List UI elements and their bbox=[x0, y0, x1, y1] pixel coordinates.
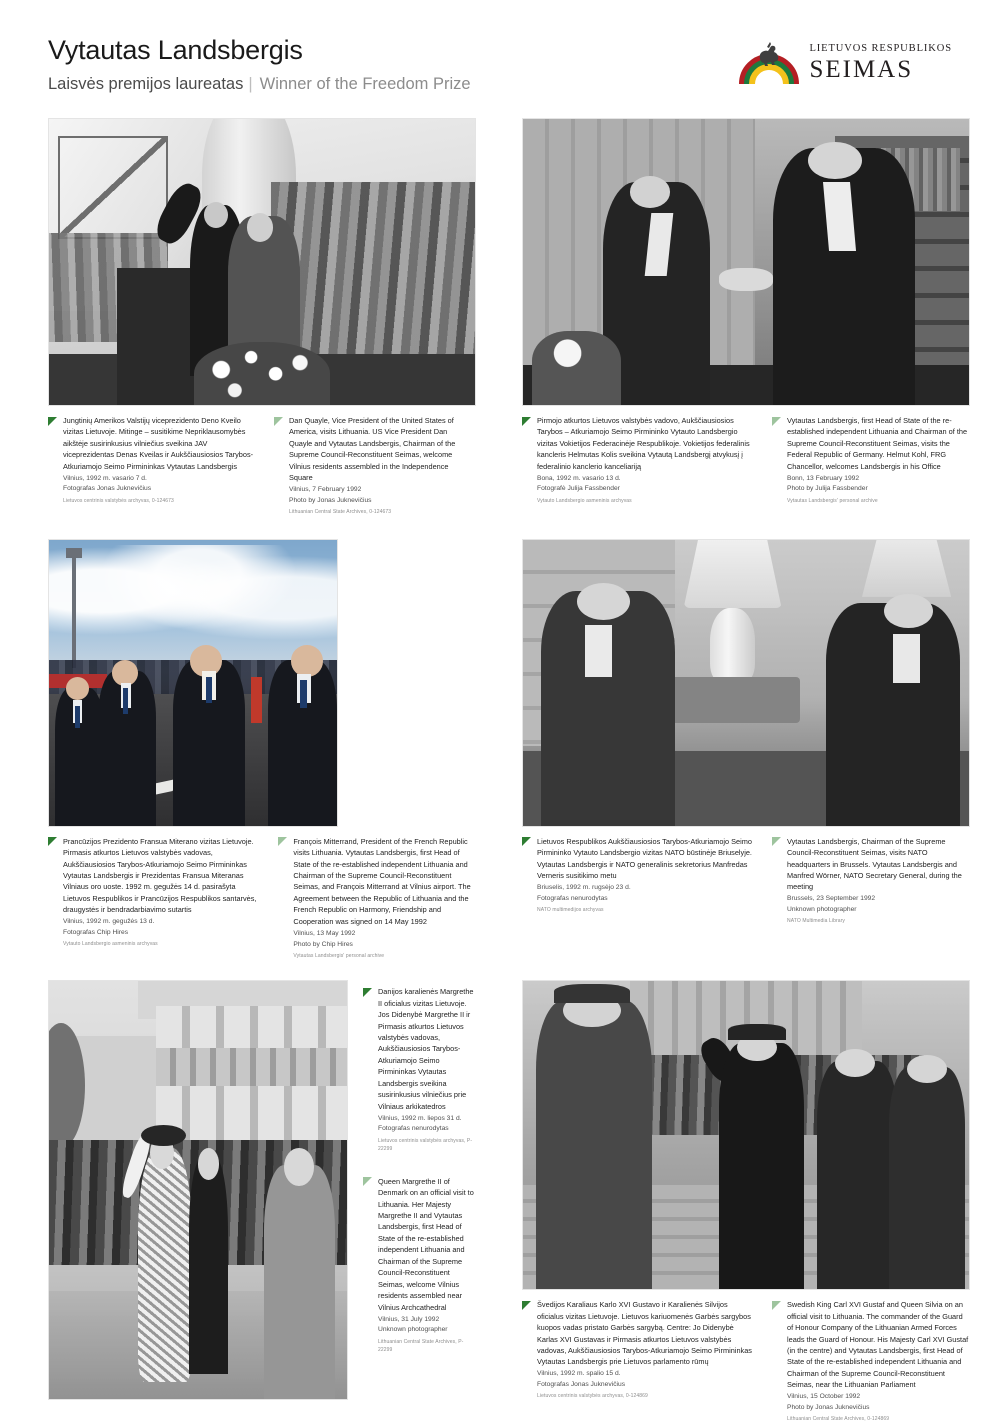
caption-photographer: Fotografas Jonas Juknevičius bbox=[537, 1381, 626, 1389]
flag-marker-en-icon bbox=[278, 837, 287, 846]
seimas-logo-text bbox=[809, 42, 952, 82]
flag-marker-lt-icon bbox=[48, 417, 57, 426]
flag-marker-lt-icon bbox=[522, 417, 531, 426]
grid-row-2 bbox=[48, 539, 970, 961]
caption-place: Vilnius, 15 October 1992 bbox=[787, 1393, 861, 1401]
photo-queen-margrethe-cathedral bbox=[48, 980, 348, 1400]
title-block bbox=[48, 34, 471, 94]
caption-body: Vytautas Landsbergis, first Head of State of the re-established independent Lithuania and Chairman of the Supreme Council-Reconstituent Seimas, visits the Federal Republic of Germany. Helmut Kohl, FRG Chancellor, welcomes Landsbergis in his Office bbox=[787, 416, 968, 471]
photo-quayle-rally bbox=[48, 118, 476, 406]
caption-photographer: Photo by Chip Hires bbox=[293, 940, 353, 948]
caption-archive: NATO Multimedia Library bbox=[787, 918, 845, 925]
photo-grid bbox=[0, 118, 1000, 1424]
poster-header bbox=[0, 0, 1000, 118]
caption-archive: Lithuanian Central State Archives, 0-124673 bbox=[289, 509, 392, 516]
caption-pair-mitterrand bbox=[48, 836, 476, 961]
caption-photographer: Fotografas Chip Hires bbox=[63, 929, 129, 937]
photo-swedish-king-guard-of-honour bbox=[522, 980, 970, 1290]
caption-archive: Lithuanian Central State Archives, P-22299 bbox=[378, 1338, 464, 1354]
caption-photographer: Fotografas Jonas Juknevičius bbox=[63, 485, 152, 493]
page-subtitle bbox=[48, 75, 471, 94]
caption-photographer: Unknown photographer bbox=[787, 906, 857, 914]
caption-nato-en bbox=[772, 836, 970, 926]
subtitle-english: Winner of the Freedom Prize bbox=[259, 74, 471, 93]
caption-kohl-lt bbox=[522, 415, 754, 505]
caption-carlgustaf-en bbox=[772, 1299, 970, 1424]
flag-marker-lt-icon bbox=[363, 988, 372, 997]
caption-archive: Lithuanian Central State Archives, 0-124869 bbox=[787, 1416, 890, 1423]
caption-archive: Vytautas Landsbergis' personal archive bbox=[293, 952, 385, 959]
caption-body: Prancūzijos Prezidento Fransua Miterano vizitas Lietuvoje. Pirmasis atkurtos Lietuvos valstybės vadovas, Aukščiausiosios Tarybos-Atkuriamojo Seimo Pirmininkas Vytautas Landsbergis ir Prezidentas Fransua Miteranas Vilniaus oro uoste. 1992 m. gegužės 14 d. pasirašyta Lietuvos Respublikos ir Prancūzijos Respublikos santarvės, draugystės ir bendradarbiavimo sutartis bbox=[63, 836, 257, 915]
flag-marker-en-icon bbox=[274, 417, 283, 426]
caption-pair-kohl bbox=[522, 415, 970, 505]
caption-photographer: Fotografas nenurodytas bbox=[537, 894, 608, 902]
logo-line-seimas: SEIMAS bbox=[809, 55, 914, 83]
caption-photographer: Fotografas nenurodytas bbox=[378, 1125, 449, 1133]
caption-mitterrand-en bbox=[278, 836, 476, 961]
page-title: Vytautas Landsbergis bbox=[48, 35, 303, 65]
caption-pair-quayle bbox=[48, 415, 476, 517]
flag-marker-lt-icon bbox=[522, 1301, 531, 1310]
caption-pair-carlgustaf bbox=[522, 1299, 970, 1424]
caption-carlgustaf-lt bbox=[522, 1299, 754, 1424]
caption-pair-nato bbox=[522, 836, 970, 926]
subtitle-lithuanian: Laisvės premijos laureatas bbox=[48, 74, 244, 93]
caption-photographer: Fotografė Julija Fassbender bbox=[537, 485, 620, 493]
caption-body: Pirmojo atkurtos Lietuvos valstybės vadovo, Aukščiausiosios Tarybos – Atkuriamojo Seimo Pirmininko Vytauto Landsbergio vizitas Vokietijos Federacinėje Respublikoje. Vokietijos federalinis kancleris Helmutas Kolis sveikina Vytautą Landsbergį atvykusį į federalinio kanclerio kanceliariją bbox=[537, 416, 750, 471]
caption-kohl-en bbox=[772, 415, 970, 505]
caption-margrethe-lt bbox=[363, 986, 476, 1153]
block-kohl bbox=[522, 118, 970, 517]
caption-photographer: Unknown photographer bbox=[378, 1326, 448, 1334]
caption-nato-lt bbox=[522, 836, 754, 926]
flag-marker-en-icon bbox=[363, 1177, 372, 1186]
caption-body: Danijos karalienės Margrethe II oficialus vizitas Lietuvoje. Jos Didenybė Margrethe II ir Pirmasis atkurtos Lietuvos valstybės vadovas, Aukščiausiosios Tarybos-Atkuriamojo Seimo Pirmininkas Vytautas Landsbergis sveikina susirinkusius vilniečius prie Vilniaus arkikatedros bbox=[378, 987, 474, 1111]
caption-mitterrand-lt bbox=[48, 836, 260, 961]
caption-quayle-lt bbox=[48, 415, 256, 517]
flag-marker-en-icon bbox=[772, 417, 781, 426]
caption-place: Vilnius, 1992 m. liepos 31 d. bbox=[378, 1114, 462, 1122]
caption-place: Briuselis, 1992 m. rugsėjo 23 d. bbox=[537, 883, 631, 891]
flag-marker-en-icon bbox=[772, 837, 781, 846]
flag-marker-lt-icon bbox=[522, 837, 531, 846]
caption-place: Vilnius, 1992 m. vasario 7 d. bbox=[63, 474, 147, 482]
caption-body: Queen Margrethe II of Denmark on an official visit to Lithuania. Her Majesty Margrethe II and Vytautas Landsbergis, first Head of State of the re-established independent Lithuania and Chairman of the Supreme Council-Reconstituent Seimas, welcome Vilnius residents assembled near Vilnius Archcathedral bbox=[378, 1176, 474, 1312]
caption-photographer: Photo by Julija Fassbender bbox=[787, 485, 868, 493]
caption-place: Vilnius, 31 July 1992 bbox=[378, 1315, 440, 1323]
caption-body: Švedijos Karaliaus Karlo XVI Gustavo ir Karalienės Silvijos oficialus vizitas Lietuvoje. Lietuvos kariuomenės Garbės sargybos kuopos vadas pristato Garbės sargybą. Centre: Jo Didenybė Karlas XVI Gustavas ir Pirmasis atkurtos Lietuvos valstybės vadovas, Aukščiausiosios Tarybos-Atkuriamojo Seimo Pirmininkas Vytautas Landsbergis prie Lietuvos parlamento rūmų bbox=[537, 1300, 752, 1367]
logo-line-republic: LIETUVOS RESPUBLIKOS bbox=[809, 43, 952, 55]
caption-body: Lietuvos Respublikos Aukščiausiosios Tarybos-Atkuriamojo Seimo Pirmininko Vytauto Landsbergio vizitas NATO būstinėje Briuselyje. Vytautas Landsbergis ir NATO generalinis sekretorius Manfredas Verneris susitikimo metu bbox=[537, 836, 752, 881]
flag-marker-en-icon bbox=[772, 1301, 781, 1310]
caption-body: Jungtinių Amerikos Valstijų viceprezidento Deno Kveilo vizitas Lietuvoje. Mitinge – susitikime Nepriklausomybės aikštėje susirinkusius vilniečius sveikina JAV viceprezidentas Denas Kveilas ir Aukščiausiosios Tarybos-Atkuriamojo Seimo Pirmininkas Vytautas Landsbergis bbox=[63, 416, 254, 471]
caption-archive: Vytautas Landsbergis' personal archive bbox=[787, 497, 878, 504]
caption-place: Vilnius, 1992 m. gegužės 13 d. bbox=[63, 918, 155, 926]
caption-place: Vilnius, 1992 m. spalio 15 d. bbox=[537, 1370, 621, 1378]
block-carlgustaf bbox=[522, 980, 970, 1424]
caption-place: Vilnius, 7 February 1992 bbox=[289, 486, 362, 494]
block-nato bbox=[522, 539, 970, 961]
caption-photographer: Photo by Jonas Juknevičius bbox=[787, 1404, 870, 1412]
caption-archive: Lietuvos centrinis valstybės archyvas, 0-124673 bbox=[63, 497, 174, 504]
grid-row-1 bbox=[48, 118, 970, 517]
flag-marker-lt-icon bbox=[48, 837, 57, 846]
caption-place: Brussels, 23 September 1992 bbox=[787, 895, 876, 903]
caption-quayle-en bbox=[274, 415, 470, 517]
caption-place: Vilnius, 13 May 1992 bbox=[293, 929, 356, 937]
photo-nato-woerner-meeting bbox=[522, 539, 970, 827]
block-mitterrand bbox=[48, 539, 476, 961]
caption-margrethe-en bbox=[363, 1176, 476, 1355]
block-quayle bbox=[48, 118, 476, 517]
photo-mitterrand-airport bbox=[48, 539, 338, 827]
caption-photographer: Photo by Jonas Juknevičius bbox=[289, 496, 372, 504]
subtitle-separator: | bbox=[248, 74, 253, 93]
caption-body: Dan Quayle, Vice President of the United States of America, visits Lithuania. US Vice President Dan Quayle and Vytautas Landsbergis, Chairman of the Supreme Council-Reconstituent Seimas, welcome Vilnius residents assembled in the Independence Square bbox=[289, 416, 456, 483]
caption-archive: Vytauto Landsbergio asmeninis archyvas bbox=[537, 497, 632, 504]
seimas-logo bbox=[738, 34, 970, 86]
caption-archive: Vytauto Landsbergio asmeninis archyvas bbox=[63, 941, 158, 948]
caption-stack-margrethe bbox=[363, 980, 476, 1424]
caption-archive: Lietuvos centrinis valstybės archyvas, 0-124869 bbox=[537, 1393, 648, 1400]
grid-row-3 bbox=[48, 980, 970, 1424]
caption-place: Bona, 1992 m. vasario 13 d. bbox=[537, 474, 621, 482]
photo-kohl-handshake bbox=[522, 118, 970, 406]
caption-archive: NATO multimedijos archyvas bbox=[537, 906, 604, 913]
caption-place: Bonn, 13 February 1992 bbox=[787, 474, 860, 482]
caption-body: Vytautas Landsbergis, Chairman of the Supreme Council-Reconstituent Seimas, visits NATO headquarters in Brussels. Vytautas Landsbergis and Manfred Wörner, NATO Secretary General, during the meeting bbox=[787, 836, 962, 892]
seimas-coat-of-arms-icon bbox=[738, 38, 800, 86]
caption-body: François Mitterrand, President of the French Republic visits Lithuania. Vytautas Landsbergis, first Head of State of the re-established independent Lithuania and Chairman of the Supreme Council-Reconstituent Seimas, and François Mitterrand at Vilnius airport. The Agreement between the Republic of Lithuania and the French Republic on Harmony, Friendship and Cooperation was signed on 14 May 1992 bbox=[293, 836, 471, 926]
caption-body: Swedish King Carl XVI Gustaf and Queen Silvia on an official visit to Lithuania. The commander of the Guard of Honour Company of the Lithuanian Armed Forces leads the Guard of Honour. His Majesty Carl XVI Gustaf (in the centre) and Vytautas Landsbergis, first Head of State of the re-established independent Lithuania and Chairman of the Supreme Council-Reconstituent Seimas, near the Lithuanian Parliament bbox=[787, 1300, 969, 1390]
caption-archive: Lietuvos centrinis valstybės archyvas, P-22299 bbox=[378, 1137, 473, 1153]
block-margrethe bbox=[48, 980, 476, 1424]
